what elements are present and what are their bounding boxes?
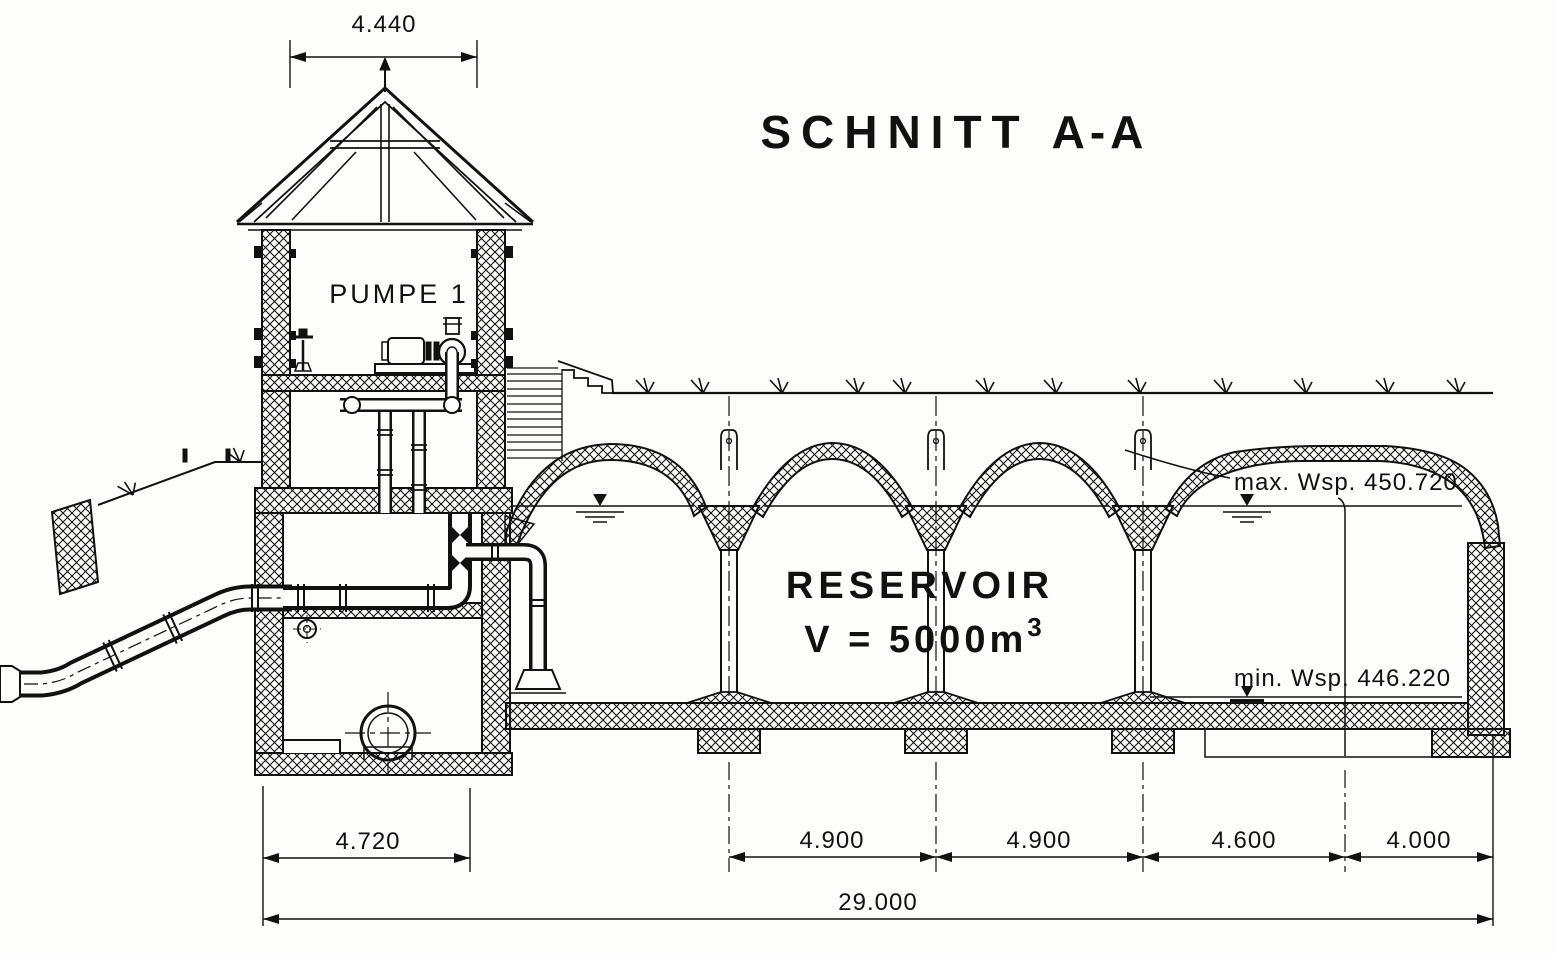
dim-tower-roof: 4.440 [351,11,417,38]
water-level-icon [1223,494,1271,522]
dim-pump-house: 4.720 [335,828,401,855]
dim-bay-4: 4.000 [1386,827,1452,854]
reservoir-end-wall [1468,543,1504,735]
inlet-pipe [0,584,292,702]
pump-room-label: PUMPE 1 [329,279,469,309]
drawing-title-main: SCHNITT [760,106,1030,158]
tower-base-slab [255,753,512,775]
marker-post [183,449,187,462]
main-pipe [283,514,468,612]
end-wall-footing [1432,729,1510,757]
max-water-label: max. Wsp. 450.720 [1234,469,1458,496]
reservoir-volume-label [804,612,1045,661]
dim-bay-3: 4.600 [1211,827,1277,854]
under-slab-outline [1205,729,1432,757]
grade-line-left [98,462,262,505]
base-step [283,740,340,753]
retaining-wall [52,500,98,594]
arch-bay-1 [506,444,706,555]
dim-bay-1: 4.900 [799,827,865,854]
dim-total-length: 29.000 [838,889,918,916]
bellmouth [516,670,560,689]
dim-bay-2: 4.900 [1006,827,1072,854]
min-water-label: min. Wsp. 446.220 [1234,665,1452,692]
basement-wall-left [255,513,283,753]
dimension-roof-width [290,11,477,88]
reservoir-label: RESERVOIR [785,565,1055,607]
tower-wall-left [262,230,290,375]
motor [388,338,424,364]
mid-wall-right [477,391,505,488]
water-level-icon [576,494,624,522]
reservoir-floor-slab [506,703,1468,729]
dimension-total [263,889,1493,924]
arch-bay-4 [1166,446,1500,548]
volume-exponent: 3 [1027,612,1046,642]
volume-text: V = 5000m [804,619,1028,661]
tower-wall-right [477,230,505,375]
tower-roof [237,58,533,230]
drawing-title-suffix: A-A [1051,106,1149,158]
bottom-chamber [293,615,415,760]
mid-wall-left [262,391,290,488]
pump-floor-slab [262,375,505,391]
